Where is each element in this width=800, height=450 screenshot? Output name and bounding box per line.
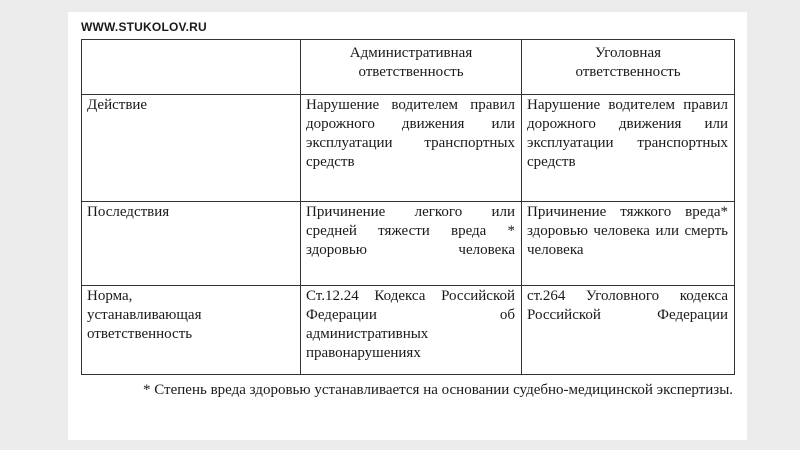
criminal-cell: Причинение тяжкого вреда* здоровью человека или смерть человека (522, 202, 735, 286)
table-row (82, 286, 735, 375)
row-label: Последствия (82, 202, 301, 286)
site-url: WWW.STUKOLOV.RU (81, 20, 207, 34)
header-empty (82, 40, 301, 95)
slide (68, 12, 747, 440)
table-row (82, 202, 735, 286)
row-label: Действие (82, 95, 301, 202)
row-label: Норма, устанавливающая ответственность (82, 286, 301, 375)
footnote-text: * Степень вреда здоровью устанавливается на основании судебно-медицинской экспертизы. (143, 382, 734, 398)
criminal-cell: Нарушение водителем правил дорожного движения или эксплуатации транспортных средств (522, 95, 735, 202)
admin-cell: Нарушение водителем правил дорожного движения или эксплуатации транспортных средств (301, 95, 522, 202)
comparison-table (81, 39, 735, 375)
table-row (82, 95, 735, 202)
header-admin: Административная ответственность (301, 40, 522, 95)
criminal-cell: ст.264 Уголовного кодекса Российской Федерации (522, 286, 735, 375)
admin-cell: Причинение легкого или средней тяжести вреда * здоровью человека (301, 202, 522, 286)
footnote (81, 380, 734, 400)
admin-cell: Ст.12.24 Кодекса Российской Федерации об административных правонарушениях (301, 286, 522, 375)
header-criminal: Уголовная ответственность (522, 40, 735, 95)
table-header-row (82, 40, 735, 95)
